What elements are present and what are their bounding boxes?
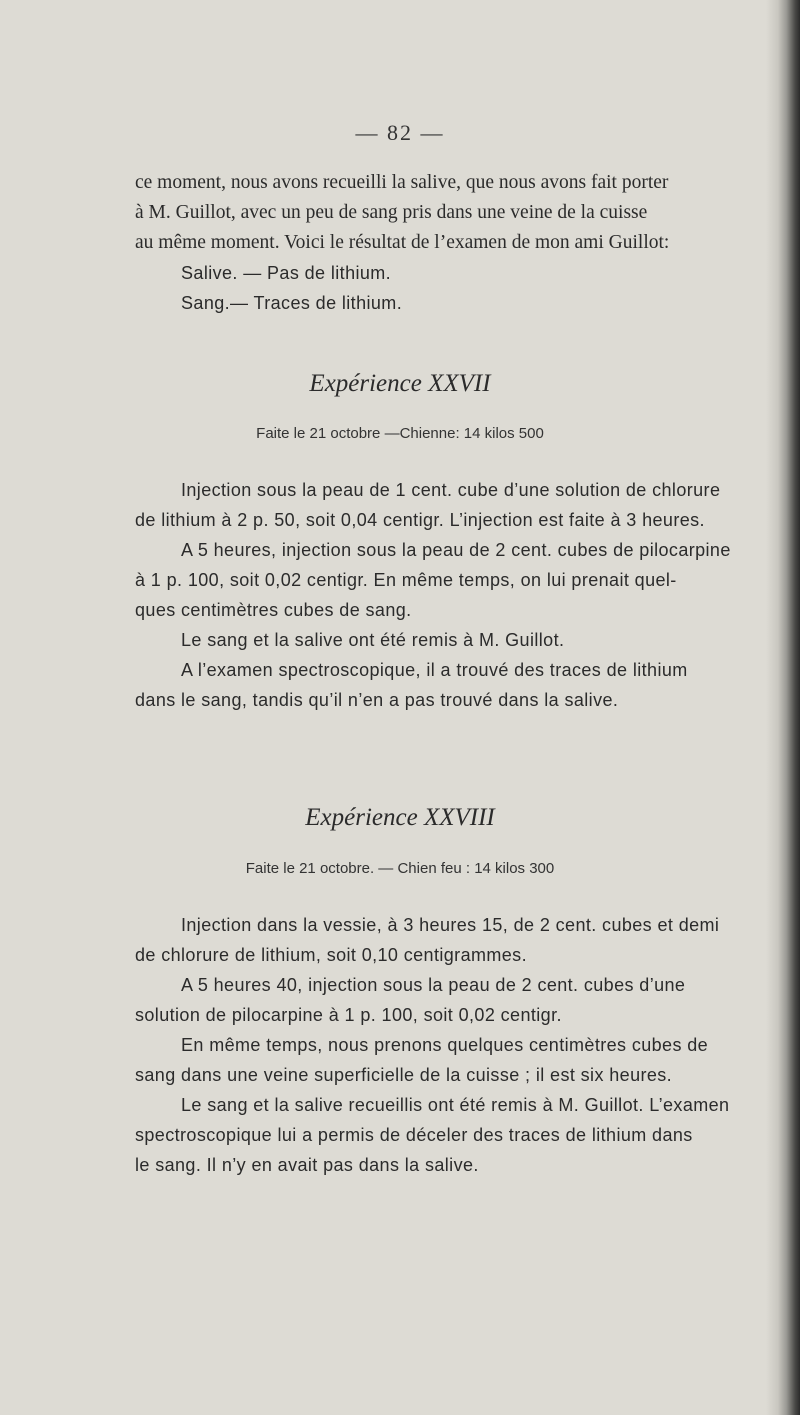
paragraph-line: spectroscopique lui a permis de déceler des traces de lithium dans	[135, 1125, 693, 1145]
paragraph-line: Le sang et la salive ont été remis à M. Guillot.	[181, 630, 565, 650]
paragraph-line: Le sang et la salive recueillis ont été remis à M. Guillot. L’examen	[181, 1095, 730, 1115]
paragraph-line: sang dans une veine superficielle de la cuisse ; il est six heures.	[135, 1065, 673, 1085]
page-binding-edge	[766, 0, 800, 1415]
experience-28-title: Expérience XXVIII	[305, 804, 495, 831]
experience-27-body	[135, 475, 740, 715]
paragraph-line: solution de pilocarpine à 1 p. 100, soit 0,02 centigr.	[135, 1005, 562, 1025]
sang-result: Sang.— Traces de lithium.	[181, 293, 403, 313]
paragraph-line: A 5 heures 40, injection sous la peau de 2 cent. cubes d’une	[181, 975, 686, 995]
experience-27-subtitle: Faite le 21 octobre —Chienne: 14 kilos 500	[256, 425, 544, 442]
paragraph-line: de lithium à 2 p. 50, soit 0,04 centigr. L’injection est faite à 3 heures.	[135, 510, 705, 530]
intro-block	[135, 168, 740, 318]
paragraph-line: dans le sang, tandis qu’il n’en a pas trouvé dans la salive.	[135, 690, 619, 710]
paragraph-line: à 1 p. 100, soit 0,02 centigr. En même temps, on lui prenait quel-	[135, 570, 677, 590]
experience-28-subtitle: Faite le 21 octobre. — Chien feu : 14 kilos 300	[245, 860, 555, 877]
salive-result: Salive. — Pas de lithium.	[181, 263, 392, 283]
paragraph-line: le sang. Il n’y en avait pas dans la salive.	[135, 1155, 479, 1175]
experience-28-body	[135, 910, 740, 1180]
intro-line: au même moment. Voici le résultat de l’examen de mon ami Guillot:	[135, 232, 670, 253]
page-number: — 82 —	[355, 120, 445, 145]
paragraph-line: En même temps, nous prenons quelques centimètres cubes de	[181, 1035, 709, 1055]
intro-line: ce moment, nous avons recueilli la salive, que nous avons fait porter	[135, 172, 669, 193]
experience-27-title: Expérience XXVII	[309, 370, 491, 397]
paragraph-line: A 5 heures, injection sous la peau de 2 cent. cubes de pilocarpine	[181, 540, 731, 560]
paragraph-line: ques centimètres cubes de sang.	[135, 600, 412, 620]
paragraph-line: Injection dans la vessie, à 3 heures 15, de 2 cent. cubes et demi	[181, 915, 720, 935]
paragraph-line: Injection sous la peau de 1 cent. cube d’une solution de chlorure	[181, 480, 721, 500]
intro-line: à M. Guillot, avec un peu de sang pris dans une veine de la cuisse	[135, 202, 648, 223]
paragraph-line: de chlorure de lithium, soit 0,10 centigrammes.	[135, 945, 527, 965]
paragraph-line: A l’examen spectroscopique, il a trouvé des traces de lithium	[181, 660, 688, 680]
